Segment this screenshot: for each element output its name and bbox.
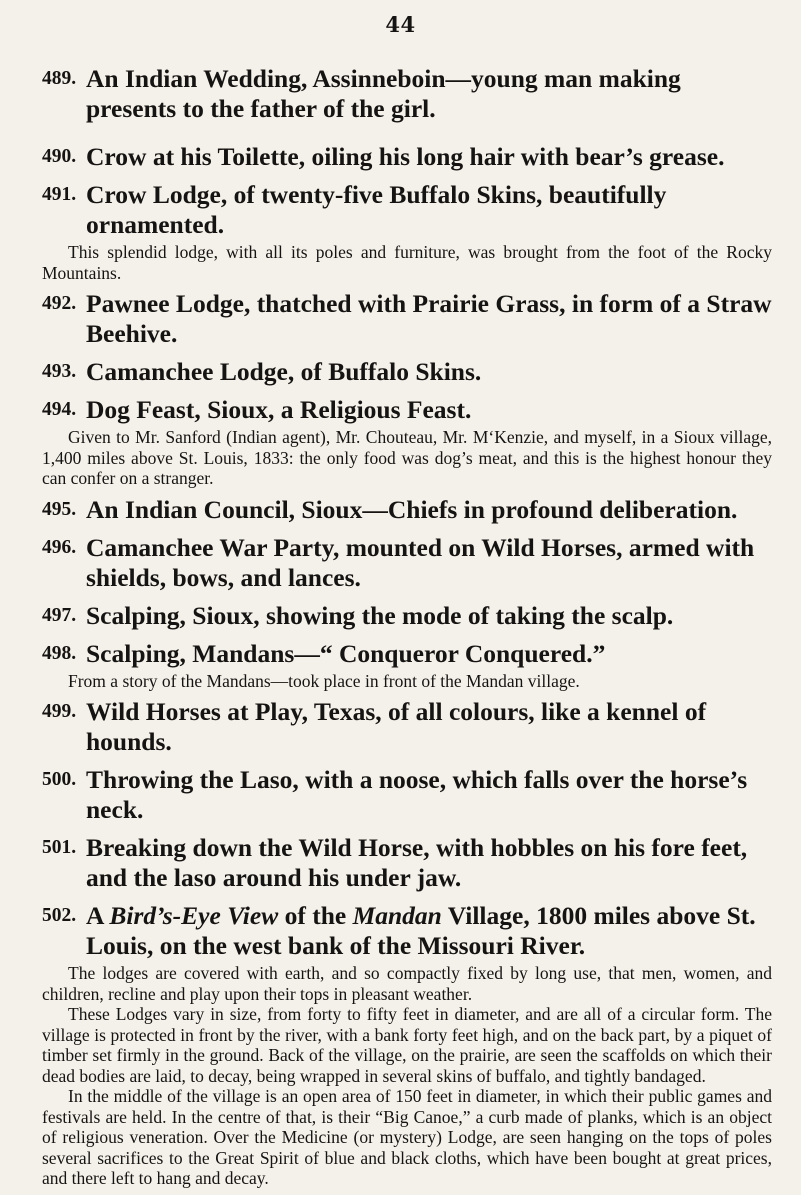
entry-title: Crow Lodge, of twenty-five Buffalo Skins, beautifully ornamented. — [86, 180, 667, 239]
entry-description — [42, 671, 772, 692]
description-paragraph: In the middle of the village is an open area of 150 feet in diameter, in which their public games and festivals are held. In the centre of that, is their “Big Canoe,” a curb made of planks, which is an object of religious veneration. Over the Medicine (or mystery) Lodge, are seen hanging on the tops of poles several sacrifices to the Great Spirit of blue and black cloths, which have been bought at great prices, and there left to hang and decay. — [42, 1086, 772, 1188]
description-paragraph: Given to Mr. Sanford (Indian agent), Mr. Chouteau, Mr. M‘Kenzie, and myself, in a Sioux village, 1,400 miles above St. Louis, 1833: the only food was dog’s meat, and this is the highest honour they can confer on a stranger. — [42, 427, 772, 488]
spacer — [42, 525, 772, 533]
entry-title: Wild Horses at Play, Texas, of all colours, like a kennel of hounds. — [86, 697, 707, 756]
catalogue-entries — [42, 64, 772, 1195]
description-paragraph: From a story of the Mandans—took place in front of the Mandan village. — [68, 670, 580, 691]
entry-title: Camanchee War Party, mounted on Wild Horses, armed with shields, bows, and lances. — [86, 532, 755, 592]
entry-number: 490. — [42, 146, 77, 167]
entry-heading — [42, 533, 772, 593]
entry-497 — [42, 601, 772, 631]
entry-title-italic: Mandan — [352, 901, 442, 930]
entry-title-part: A — [86, 901, 110, 930]
spacer — [42, 757, 772, 765]
entry-502 — [42, 901, 772, 1189]
entry-title: Pawnee Lodge, thatched with Prairie Grass, in form of a Straw Beehive. — [86, 289, 772, 348]
entry-heading — [42, 765, 772, 825]
entry-title: Camanchee Lodge, of Buffalo Skins. — [86, 357, 482, 386]
entry-number: 493. — [42, 361, 77, 382]
spacer — [42, 825, 772, 833]
entry-title: Breaking down the Wild Horse, with hobbles on his fore feet, and the laso around his under jaw. — [86, 833, 748, 892]
entry-number: 500. — [42, 769, 77, 790]
entry-title: Throwing the Laso, with a noose, which falls over the horse’s neck. — [86, 765, 748, 824]
entry-title: Dog Feast, Sioux, a Religious Feast. — [86, 395, 472, 424]
entry-title-part: of the — [278, 901, 353, 930]
entry-491 — [42, 180, 772, 283]
entry-title: An Indian Wedding, Assinneboin—young man making presents to the father of the girl. — [86, 64, 681, 123]
spacer — [42, 387, 772, 395]
entry-heading — [42, 601, 772, 631]
entry-heading — [42, 495, 772, 525]
entry-number: 499. — [42, 701, 77, 722]
entry-number: 497. — [42, 604, 77, 626]
description-paragraph: The lodges are covered with earth, and so compactly fixed by long use, that men, women, and children, recline and play upon their tops in pleasant weather. — [42, 963, 772, 1004]
entry-number: 489. — [42, 68, 77, 89]
spacer — [42, 893, 772, 901]
entry-number: 491. — [42, 184, 77, 205]
entry-title: An Indian Council, Sioux—Chiefs in profound deliberation. — [86, 494, 738, 524]
entry-498 — [42, 639, 772, 692]
entry-description — [42, 242, 772, 283]
entry-title-italic: Bird’s-Eye View — [109, 901, 279, 930]
entry-492 — [42, 289, 772, 349]
spacer — [42, 134, 772, 142]
entry-heading — [42, 395, 772, 425]
entry-500 — [42, 765, 772, 825]
entry-501 — [42, 833, 772, 893]
spacer — [42, 172, 772, 180]
entry-number: 501. — [42, 837, 77, 858]
entry-495 — [42, 495, 772, 525]
entry-title: Crow at his Toilette, oiling his long hair with bear’s grease. — [86, 142, 725, 171]
entry-heading — [42, 697, 772, 757]
entry-title: Scalping, Sioux, showing the mode of taking the scalp. — [86, 600, 674, 630]
entry-description — [42, 963, 772, 1189]
spacer — [42, 349, 772, 357]
entry-494 — [42, 395, 772, 489]
description-paragraph: This splendid lodge, with all its poles and furniture, was brought from the foot of the Rocky Mountains. — [42, 242, 772, 283]
entry-number: 496. — [42, 536, 77, 558]
entry-493 — [42, 357, 772, 387]
entry-heading — [42, 833, 772, 893]
spacer — [42, 631, 772, 639]
entry-heading — [42, 180, 772, 240]
entry-489 — [42, 64, 772, 124]
description-paragraph: These Lodges vary in size, from forty to fifty feet in diameter, and are all of a circular form. The village is protected in front by the river, with a bank forty feet high, and on the back part, by a piquet of timber set firmly in the ground. Back of the village, on the prairie, are seen the scaffolds on which their dead bodies are laid, to decay, being wrapped in several skins of buffalo, and tightly bandaged. — [42, 1004, 772, 1086]
entry-number: 494. — [42, 399, 77, 420]
entry-heading — [42, 142, 772, 172]
entry-title-part: Village, 1800 miles above St. Louis, on the west bank of the Missouri River. — [86, 901, 756, 960]
entry-heading — [42, 357, 772, 387]
entry-description — [42, 427, 772, 489]
entry-number: 492. — [42, 293, 77, 314]
page-number: 44 — [385, 12, 416, 37]
entry-number: 498. — [42, 642, 77, 664]
entry-496 — [42, 533, 772, 593]
entry-number: 502. — [42, 905, 77, 926]
entry-heading — [42, 64, 772, 124]
entry-499 — [42, 697, 772, 757]
entry-490 — [42, 142, 772, 172]
entry-number: 495. — [42, 498, 77, 520]
entry-heading — [42, 289, 772, 349]
spacer — [42, 593, 772, 601]
entry-heading — [42, 901, 772, 961]
entry-heading — [42, 639, 772, 669]
entry-title: Scalping, Mandans—“ Conqueror Conquered.” — [86, 638, 606, 668]
